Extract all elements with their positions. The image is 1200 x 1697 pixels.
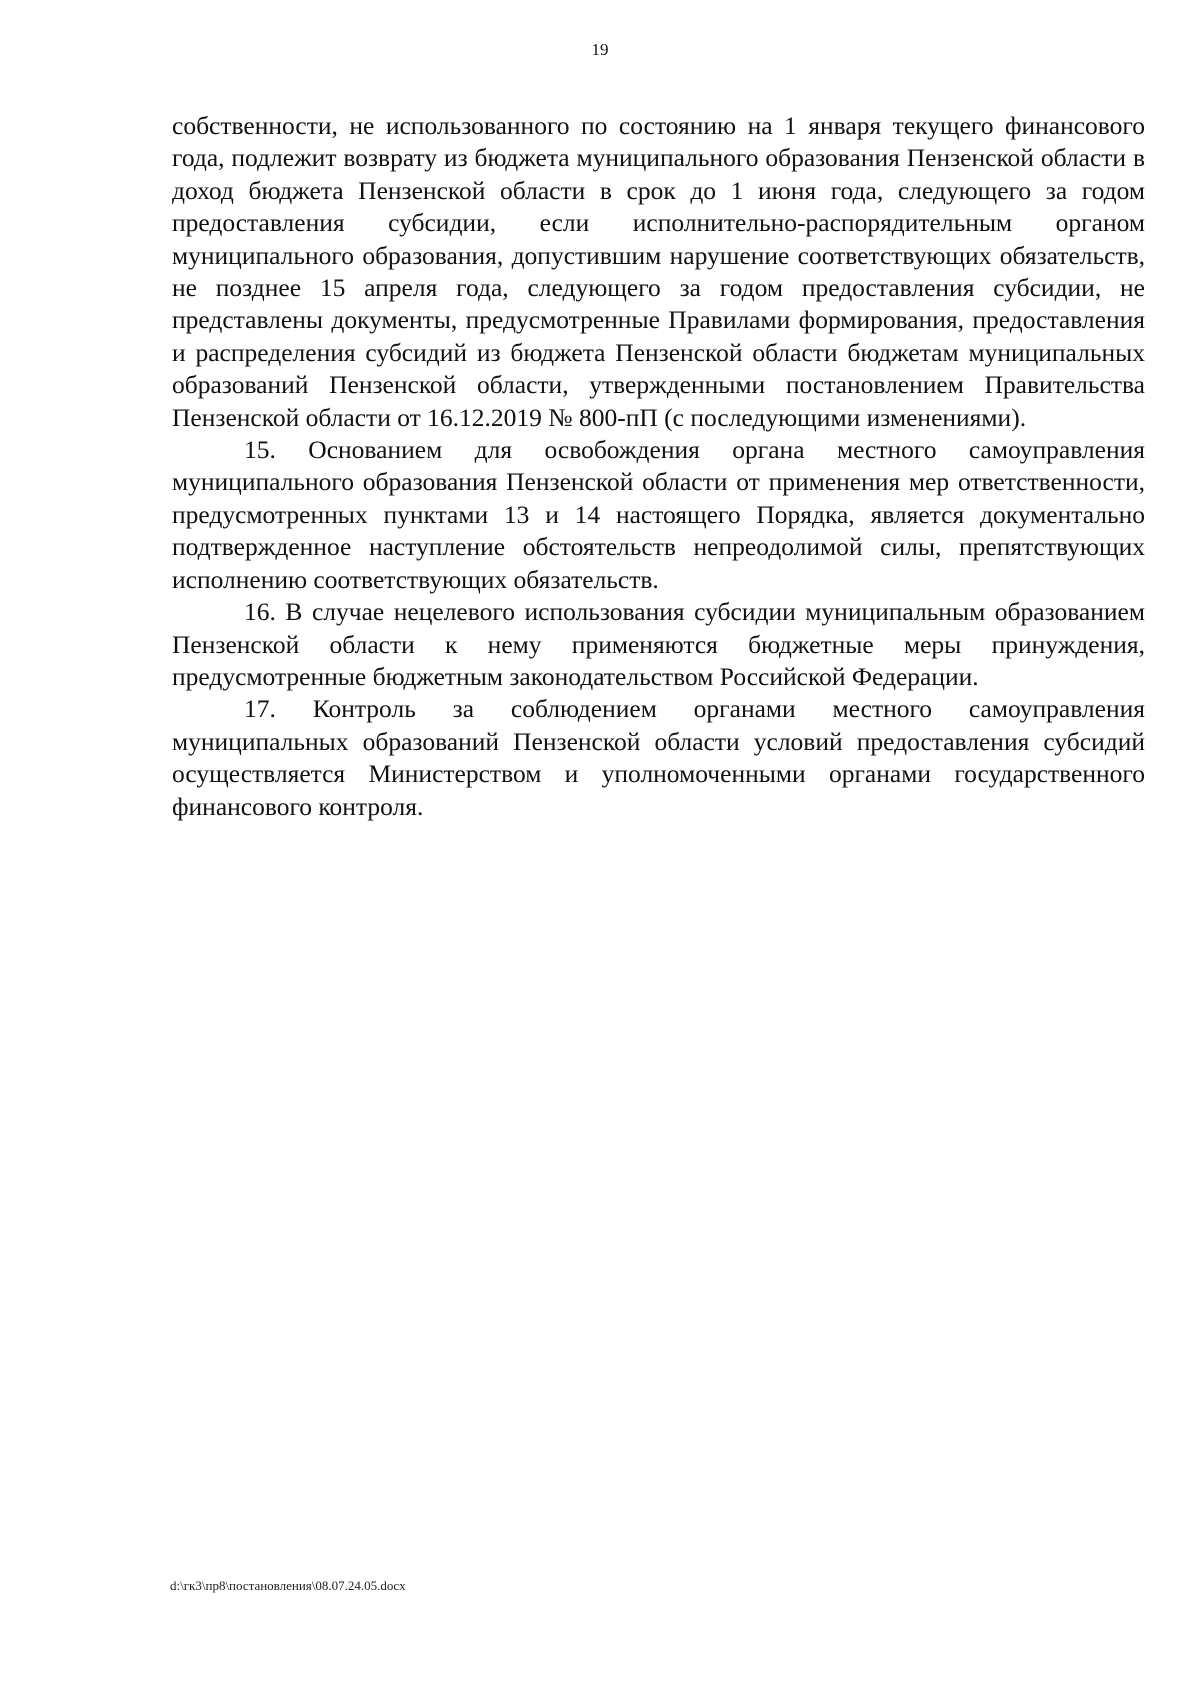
paragraph-item-15: 15. Основанием для освобождения органа местного самоуправления муниципального образования Пензенской области от применения мер ответственности, предусмотренных пунктами 13 и 14 настоящего Порядка, является документально подтвержденное наступление обстоятельств непреодолимой силы, препятствующих исполнению соответствующих обязательств. xyxy=(172,435,1145,594)
paragraph-continuation: собственности, не использованного по состоянию на 1 января текущего финансового года, подлежит возврату из бюджета муниципального образования Пензенской области в доход бюджета Пензенской области в срок до 1 июня года, следующего за годом предоставления субсидии, если исполнительно-распорядительным органом муниципального образования, допустившим нарушение соответствующих обязательств, не позднее 15 апреля года, следующего за годом предоставления субсидии, не представлены документы, предусмотренные Правилами формирования, предоставления и распределения субсидий из бюджета Пензенской области бюджетам муниципальных образований Пензенской области, утвержденными постановлением Правительства Пензенской области от 16.12.2019 № 800-пП (с последующими изменениями). xyxy=(172,111,1145,432)
paragraph-item-17: 17. Контроль за соблюдением органами местного самоуправления муниципальных образований Пензенской области условий предоставления субсидий осуществляется Министерством и уполномоченными органами государственного финансового контроля. xyxy=(172,694,1145,821)
document-body xyxy=(172,110,1145,823)
footer-file-path: d:\гк3\пр8\постановления\08.07.24.05.docx xyxy=(170,1578,406,1593)
paragraph-item-16: 16. В случае нецелевого использования субсидии муниципальным образованием Пензенской области к нему применяются бюджетные меры принуждения, предусмотренные бюджетным законодательством Российской Федерации. xyxy=(172,597,1145,691)
page-number: 19 xyxy=(591,40,609,59)
